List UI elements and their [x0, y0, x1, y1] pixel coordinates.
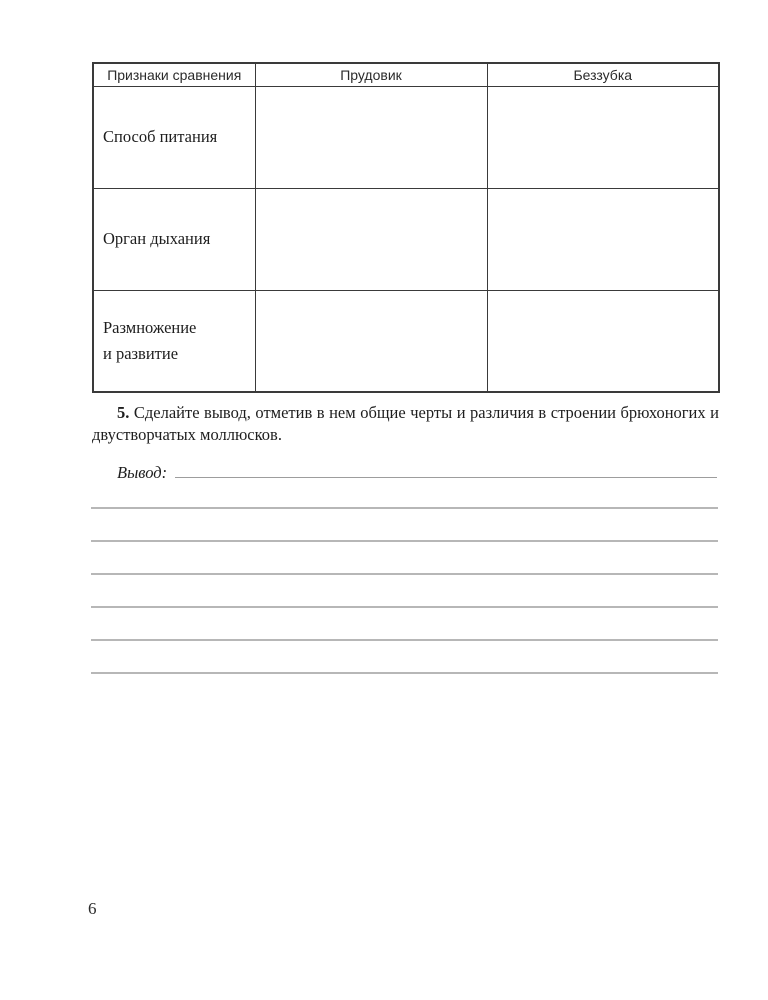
task-paragraph — [92, 402, 719, 446]
answer-line[interactable] — [91, 608, 718, 641]
answer-cell-reproduction-swan-mussel[interactable] — [487, 290, 719, 392]
header-pond-snail: Прудовик — [255, 63, 487, 86]
answer-line[interactable] — [91, 476, 718, 509]
answer-line[interactable] — [91, 641, 718, 674]
answer-cell-respiration-swan-mussel[interactable] — [487, 188, 719, 290]
table-header-row — [93, 63, 719, 86]
answer-lines — [91, 476, 718, 674]
task-text: Сделайте вывод, отметив в нем общие черты и различия в строении брюхоногих и двустворчатых моллюсков. — [92, 403, 719, 444]
table-row — [93, 188, 719, 290]
task-number: 5. — [117, 403, 130, 422]
table-row — [93, 290, 719, 392]
comparison-table — [92, 62, 720, 393]
row-label-respiration: Орган дыхания — [93, 188, 255, 290]
answer-cell-reproduction-pond-snail[interactable] — [255, 290, 487, 392]
row-label-reproduction: Размножение и развитие — [93, 290, 255, 392]
header-swan-mussel: Беззубка — [487, 63, 719, 86]
answer-cell-feeding-pond-snail[interactable] — [255, 86, 487, 188]
answer-cell-feeding-swan-mussel[interactable] — [487, 86, 719, 188]
page-number: 6 — [88, 899, 97, 918]
table-row — [93, 86, 719, 188]
conclusion-label: Вывод: — [117, 463, 168, 482]
answer-line[interactable] — [91, 509, 718, 542]
header-comparison-criteria: Признаки сравнения — [93, 63, 255, 86]
answer-cell-respiration-pond-snail[interactable] — [255, 188, 487, 290]
answer-line[interactable] — [91, 575, 718, 608]
answer-line[interactable] — [91, 542, 718, 575]
row-label-feeding: Способ питания — [93, 86, 255, 188]
